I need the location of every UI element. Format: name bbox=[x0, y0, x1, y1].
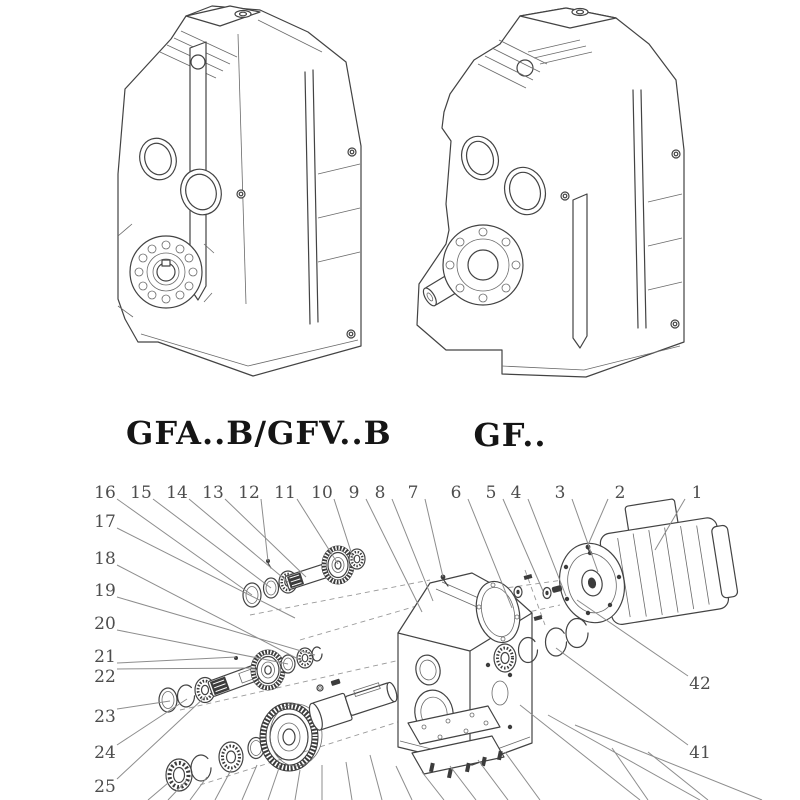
callout-15: 15 bbox=[130, 483, 152, 503]
bearing bbox=[219, 742, 243, 772]
filler-plug bbox=[572, 9, 588, 16]
callout-9: 9 bbox=[348, 483, 360, 503]
input-shaft-assembly bbox=[243, 548, 365, 607]
model-caption-left: GFA..B/GFV..B bbox=[126, 414, 392, 452]
callout-21: 21 bbox=[94, 647, 116, 667]
callout-5: 5 bbox=[485, 483, 497, 503]
callout-24: 24 bbox=[94, 743, 116, 763]
callout-4: 4 bbox=[510, 483, 522, 503]
callout-10: 10 bbox=[311, 483, 333, 503]
lifting-lug bbox=[573, 194, 587, 348]
callout-42: 42 bbox=[689, 674, 711, 694]
callout-13: 13 bbox=[202, 483, 224, 503]
callout-41: 41 bbox=[689, 743, 711, 763]
callout-6: 6 bbox=[450, 483, 462, 503]
callout-8: 8 bbox=[374, 483, 386, 503]
drawing-gfab-gfvb bbox=[108, 4, 390, 396]
motor-side-bearing bbox=[494, 644, 516, 672]
callout-7: 7 bbox=[407, 483, 419, 503]
filler-plug bbox=[235, 11, 251, 18]
callout-14: 14 bbox=[166, 483, 188, 503]
ball-bearing bbox=[166, 759, 192, 791]
callout-12: 12 bbox=[238, 483, 260, 503]
callout-18: 18 bbox=[94, 549, 116, 569]
callout-23: 23 bbox=[94, 707, 116, 727]
drawing-gf bbox=[408, 6, 700, 386]
intermediate-gear bbox=[253, 652, 283, 688]
callout-2: 2 bbox=[614, 483, 626, 503]
motor bbox=[552, 491, 739, 629]
model-caption-right: GF.. bbox=[473, 416, 547, 454]
gearbox-outline bbox=[417, 8, 684, 377]
callout-16: 16 bbox=[94, 483, 116, 503]
intermediate-shaft-assembly bbox=[159, 647, 322, 712]
callout-17: 17 bbox=[94, 512, 116, 532]
callout-1: 1 bbox=[691, 483, 703, 503]
exploded-view bbox=[0, 465, 800, 800]
callout-22: 22 bbox=[94, 667, 116, 687]
callout-20: 20 bbox=[94, 614, 116, 634]
callout-3: 3 bbox=[554, 483, 566, 503]
callout-25: 25 bbox=[94, 777, 116, 797]
bearing bbox=[349, 549, 365, 569]
bearing bbox=[297, 648, 313, 668]
callout-19: 19 bbox=[94, 581, 116, 601]
input-gear bbox=[324, 548, 352, 582]
callout-11: 11 bbox=[274, 483, 296, 503]
